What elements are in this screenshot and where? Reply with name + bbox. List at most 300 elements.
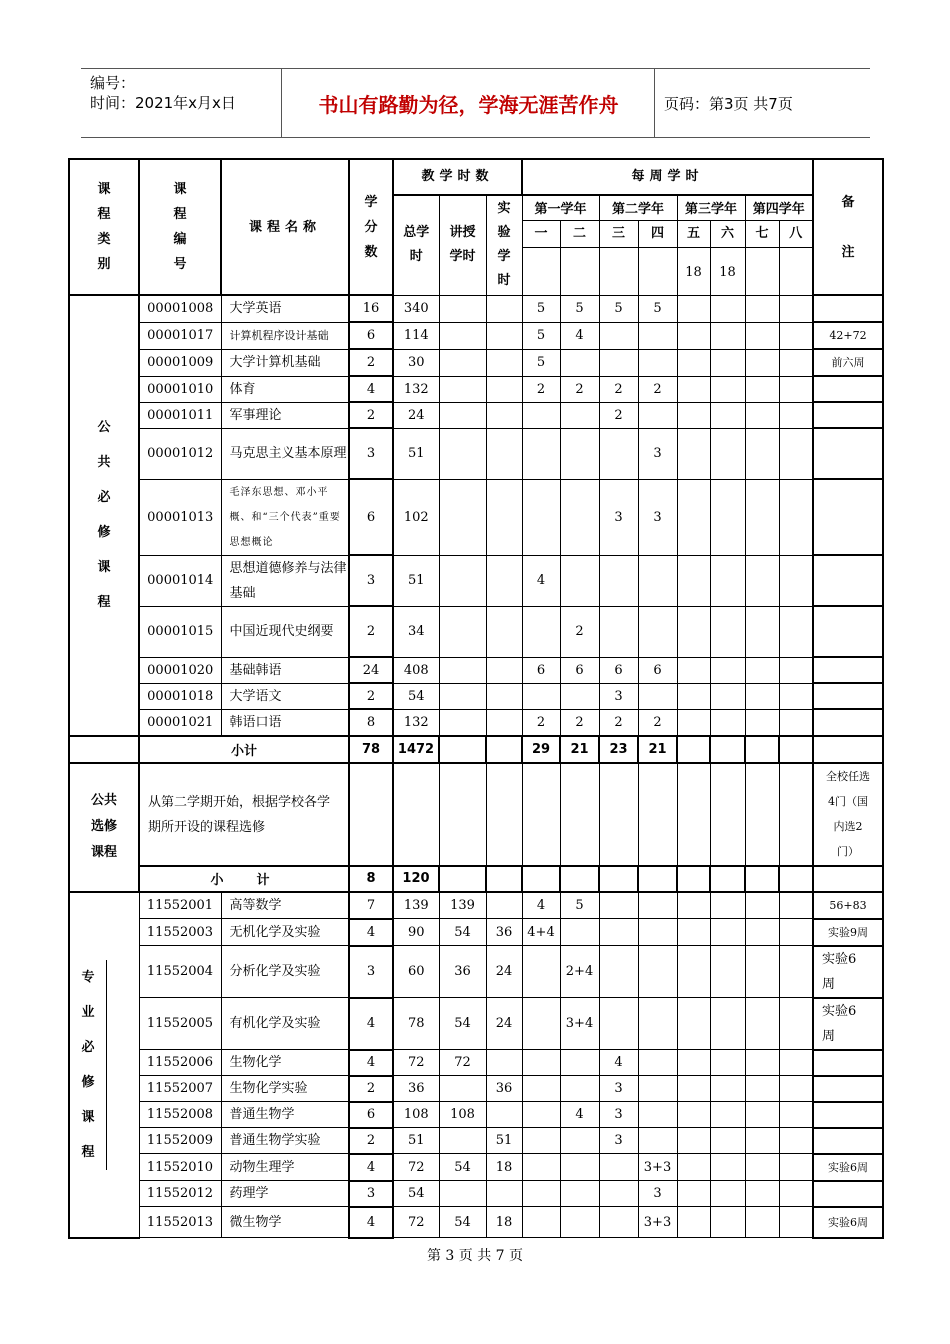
course-code: 00001015 [139, 606, 221, 657]
course-name: 普通生物学实验 [221, 1128, 349, 1154]
cell-s1 [522, 428, 560, 479]
course-code: 11552008 [139, 1102, 221, 1128]
cell-s3: 2 [599, 376, 638, 402]
header-total-hours: 总学 时 [393, 195, 439, 295]
cell-lec: 36 [439, 946, 486, 998]
cell-lab [486, 892, 522, 919]
cell-empty [779, 892, 813, 919]
cell-s2 [560, 683, 599, 709]
cell-empty [710, 1128, 745, 1154]
cell-empty [779, 998, 813, 1050]
header-lecture-hours: 讲授 学时 [439, 195, 486, 295]
cell-lab [486, 428, 522, 479]
cell-empty [779, 1207, 813, 1238]
cell-lab [486, 402, 522, 428]
cell-s4 [638, 892, 677, 919]
cell-total: 34 [393, 606, 439, 657]
weeks-semester-5: 18 [677, 247, 710, 295]
cell-remark: 实验6周 [813, 946, 883, 998]
course-code: 11552006 [139, 1050, 221, 1076]
header-lab-hours: 实 验 学 时 [486, 195, 522, 295]
cell-empty [710, 946, 745, 998]
cell-empty [522, 763, 560, 866]
cell-s3: 2 [599, 402, 638, 428]
cell-remark [813, 683, 883, 709]
cell-empty [677, 709, 710, 736]
cell-empty [779, 946, 813, 998]
cell-empty [710, 866, 745, 892]
header-semester-1: 一 [522, 220, 560, 247]
cell-empty [779, 428, 813, 479]
cell-empty [779, 657, 813, 683]
cell-s3 [599, 555, 638, 606]
cell-empty [677, 683, 710, 709]
cell-empty [779, 402, 813, 428]
cell-remark: 前六周 [813, 349, 883, 376]
cell-s1: 5 [522, 322, 560, 349]
cell-empty [779, 1181, 813, 1207]
header-teaching-hours: 教学时数 [393, 159, 522, 195]
course-code: 00001021 [139, 709, 221, 736]
cell-s1 [522, 402, 560, 428]
cell-empty [745, 376, 779, 402]
table-row [69, 683, 883, 709]
cell-lab [486, 1181, 522, 1207]
course-name: 中国近现代史纲要 [221, 606, 349, 657]
cell-total: 51 [393, 428, 439, 479]
cell-empty [677, 555, 710, 606]
course-name: 生物化学实验 [221, 1076, 349, 1102]
cell-remark [813, 657, 883, 683]
cell-s2 [560, 1207, 599, 1238]
header-category: 课 程 类 别 [69, 159, 139, 295]
cell-s3 [599, 349, 638, 376]
cell-empty [813, 736, 883, 763]
cell-remark [813, 376, 883, 402]
cell-empty [745, 998, 779, 1050]
cell-credits: 2 [349, 683, 393, 709]
cell-empty [710, 402, 745, 428]
course-name: 计算机程序设计基础 [221, 322, 349, 349]
cell-remark: 实验6周 [813, 998, 883, 1050]
subtotal-total: 120 [393, 866, 439, 892]
cell-lec: 139 [439, 892, 486, 919]
cell-lec [439, 657, 486, 683]
cell-empty [745, 295, 779, 322]
cell-remark [813, 1102, 883, 1128]
cell-credits: 6 [349, 479, 393, 555]
table-row [69, 479, 883, 555]
header-semester-3: 三 [599, 220, 638, 247]
header-semester-8: 八 [779, 220, 813, 247]
cell-s3: 3 [599, 1076, 638, 1102]
cell-s2: 6 [560, 657, 599, 683]
table-row [69, 349, 883, 376]
cell-empty [710, 555, 745, 606]
table-row [69, 946, 883, 998]
table-row [69, 428, 883, 479]
cell-s4 [638, 349, 677, 376]
cell-s3: 4 [599, 1050, 638, 1076]
curriculum-table [68, 158, 884, 1239]
cell-remark [813, 709, 883, 736]
course-name: 基础韩语 [221, 657, 349, 683]
cell-empty [677, 479, 710, 555]
cell-empty [677, 1154, 710, 1181]
table-row [69, 1207, 883, 1238]
subtotal-credits: 8 [349, 866, 393, 892]
cell-s3: 2 [599, 709, 638, 736]
cell-lec [439, 402, 486, 428]
course-code: 11552003 [139, 919, 221, 946]
cell-empty [745, 683, 779, 709]
cell-s2: 5 [560, 295, 599, 322]
cell-empty [439, 763, 486, 866]
cell-s1: 4+4 [522, 919, 560, 946]
table-row [69, 295, 883, 322]
cell-s2: 3+4 [560, 998, 599, 1050]
cell-s1 [522, 998, 560, 1050]
cell-empty [710, 919, 745, 946]
cell-empty [779, 683, 813, 709]
table-row [69, 322, 883, 349]
cell-s2: 2 [560, 709, 599, 736]
cell-total: 72 [393, 1207, 439, 1238]
cell-s3 [599, 998, 638, 1050]
document-header [81, 68, 870, 138]
cell-empty [677, 428, 710, 479]
course-code: 11552001 [139, 892, 221, 919]
cell-empty [779, 376, 813, 402]
cell-s2 [560, 402, 599, 428]
cell-lab [486, 709, 522, 736]
cell-credits: 3 [349, 1181, 393, 1207]
cell-empty [813, 866, 883, 892]
cell-remark [813, 295, 883, 322]
cell-total: 54 [393, 683, 439, 709]
cell-empty [710, 1154, 745, 1181]
section-label-major-required: 专 业 必 修 课 程 [69, 892, 139, 1238]
cell-lec: 72 [439, 1050, 486, 1076]
table-row [69, 606, 883, 657]
cell-total: 54 [393, 1181, 439, 1207]
cell-credits: 3 [349, 946, 393, 998]
cell-s3 [599, 322, 638, 349]
cell-s4: 3+3 [638, 1154, 677, 1181]
cell-empty [745, 709, 779, 736]
course-code: 11552009 [139, 1128, 221, 1154]
cell-lec [439, 709, 486, 736]
course-code: 11552013 [139, 1207, 221, 1238]
cell-s1 [522, 1050, 560, 1076]
course-code: 11552007 [139, 1076, 221, 1102]
cell-s3: 6 [599, 657, 638, 683]
cell-s3: 3 [599, 479, 638, 555]
cell-empty [779, 322, 813, 349]
course-name: 普通生物学 [221, 1102, 349, 1128]
cell-s1: 4 [522, 892, 560, 919]
course-name: 无机化学及实验 [221, 919, 349, 946]
cell-empty [745, 1128, 779, 1154]
cell-s3 [599, 1181, 638, 1207]
cell-remark [813, 402, 883, 428]
cell-empty [745, 322, 779, 349]
cell-empty [710, 657, 745, 683]
cell-s2: 4 [560, 1102, 599, 1128]
cell-lab [486, 295, 522, 322]
cell-s4 [638, 1128, 677, 1154]
cell-empty [779, 1102, 813, 1128]
cell-remark: 42+72 [813, 322, 883, 349]
cell-s4: 3 [638, 428, 677, 479]
section-label-public-required: 公 共 必 修 课 程 [69, 295, 139, 736]
cell-lab: 18 [486, 1154, 522, 1181]
course-name: 动物生理学 [221, 1154, 349, 1181]
cell-lab [486, 349, 522, 376]
cell-s4 [638, 606, 677, 657]
course-name: 药理学 [221, 1181, 349, 1207]
cell-s3 [599, 946, 638, 998]
cell-empty [779, 479, 813, 555]
cell-lab [486, 376, 522, 402]
cell-empty [779, 1154, 813, 1181]
cell-total: 114 [393, 322, 439, 349]
cell-empty [745, 919, 779, 946]
cell-total: 51 [393, 555, 439, 606]
course-name: 生物化学 [221, 1050, 349, 1076]
cell-s3 [599, 1207, 638, 1238]
cell-remark [813, 555, 883, 606]
cell-lec: 108 [439, 1102, 486, 1128]
weeks-semester-6: 18 [710, 247, 745, 295]
cell-lab [486, 1050, 522, 1076]
cell-empty [677, 1102, 710, 1128]
header-year-2: 第二学年 [599, 195, 677, 220]
cell-empty [677, 866, 710, 892]
elective-row [69, 763, 883, 866]
cell-remark [813, 428, 883, 479]
cell-s2: 2 [560, 376, 599, 402]
cell-empty [745, 763, 779, 866]
cell-s4: 3 [638, 479, 677, 555]
course-name: 高等数学 [221, 892, 349, 919]
cell-empty [677, 1076, 710, 1102]
cell-remark: 56+83 [813, 892, 883, 919]
cell-empty [486, 736, 522, 763]
cell-lec [439, 322, 486, 349]
header-code: 课 程 编 号 [139, 159, 221, 295]
cell-empty [779, 555, 813, 606]
cell-s4 [638, 322, 677, 349]
course-code: 00001008 [139, 295, 221, 322]
cell-total: 132 [393, 709, 439, 736]
subtotal-row [69, 866, 883, 892]
section-label-public-elective: 公共 选修 课程 [69, 763, 139, 892]
cell-s2 [560, 1154, 599, 1181]
cell-s2 [560, 1050, 599, 1076]
header-page-info: 页码：第3页 共7页 [664, 94, 793, 113]
cell-total: 340 [393, 295, 439, 322]
cell-empty [677, 322, 710, 349]
cell-credits: 3 [349, 555, 393, 606]
cell-empty [560, 763, 599, 866]
cell-empty [745, 1154, 779, 1181]
cell-credits: 2 [349, 349, 393, 376]
cell-s1: 6 [522, 657, 560, 683]
cell-empty [710, 763, 745, 866]
cell-empty [677, 1207, 710, 1238]
cell-s1 [522, 683, 560, 709]
cell-empty [745, 1207, 779, 1238]
cell-empty [710, 428, 745, 479]
cell-s4 [638, 1050, 677, 1076]
cell-empty [710, 349, 745, 376]
cell-empty [710, 736, 745, 763]
cell-lab: 51 [486, 1128, 522, 1154]
table-row [69, 998, 883, 1050]
cell-empty [522, 866, 560, 892]
cell-s3 [599, 428, 638, 479]
cell-s2 [560, 428, 599, 479]
cell-empty [779, 1128, 813, 1154]
table-row [69, 555, 883, 606]
cell-s2 [560, 349, 599, 376]
cell-empty [677, 763, 710, 866]
cell-empty [710, 606, 745, 657]
course-name: 毛泽东思想、邓小平概、和“三个代表”重要思想概论 [221, 479, 349, 555]
course-name: 韩语口语 [221, 709, 349, 736]
cell-s3 [599, 919, 638, 946]
cell-total: 72 [393, 1154, 439, 1181]
cell-empty [599, 763, 638, 866]
course-code: 11552010 [139, 1154, 221, 1181]
cell-total: 78 [393, 998, 439, 1050]
cell-s1: 2 [522, 376, 560, 402]
table-row [69, 892, 883, 919]
subtotal-s1: 29 [522, 736, 560, 763]
cell-lec [439, 1076, 486, 1102]
cell-remark [813, 479, 883, 555]
course-name: 有机化学及实验 [221, 998, 349, 1050]
cell-lec [439, 479, 486, 555]
cell-empty [745, 892, 779, 919]
cell-empty [779, 736, 813, 763]
subtotal-total: 1472 [393, 736, 439, 763]
table-row [69, 1154, 883, 1181]
cell-empty [677, 657, 710, 683]
course-name: 马克思主义基本原理 [221, 428, 349, 479]
course-code: 00001017 [139, 322, 221, 349]
table-row [69, 376, 883, 402]
cell-credits: 4 [349, 376, 393, 402]
cell-empty [779, 295, 813, 322]
cell-empty [779, 1050, 813, 1076]
cell-total: 90 [393, 919, 439, 946]
cell-credits: 4 [349, 1050, 393, 1076]
cell-credits: 6 [349, 322, 393, 349]
cell-s4 [638, 919, 677, 946]
cell-empty [745, 606, 779, 657]
cell-lec [439, 295, 486, 322]
cell-empty [677, 402, 710, 428]
cell-empty [677, 349, 710, 376]
cell-lab [486, 322, 522, 349]
header-course-name: 课程名称 [221, 159, 349, 295]
cell-s2 [560, 1128, 599, 1154]
cell-s1 [522, 946, 560, 998]
cell-credits: 4 [349, 998, 393, 1050]
cell-total: 51 [393, 1128, 439, 1154]
cell-s3 [599, 606, 638, 657]
course-code: 00001012 [139, 428, 221, 479]
cell-credits: 2 [349, 1076, 393, 1102]
cell-lec: 54 [439, 1207, 486, 1238]
cell-remark: 实验6周 [813, 1207, 883, 1238]
course-name: 体育 [221, 376, 349, 402]
cell-s2: 2+4 [560, 946, 599, 998]
header-motto: 书山有路勤为径，学海无涯苦作舟 [283, 69, 655, 137]
cell-empty [779, 763, 813, 866]
header-meta [81, 69, 282, 137]
course-code: 11552005 [139, 998, 221, 1050]
time-label: 时间：2021年x月x日 [90, 94, 236, 112]
cell-empty [599, 866, 638, 892]
course-name: 思想道德修养与法律基础 [221, 555, 349, 606]
cell-lab: 36 [486, 1076, 522, 1102]
page-footer: 第 3 页 共 7 页 [426, 1248, 524, 1264]
cell-s2 [560, 479, 599, 555]
table-row [69, 709, 883, 736]
header-year-4: 第四学年 [745, 195, 813, 220]
cell-s1: 5 [522, 349, 560, 376]
course-name: 大学英语 [221, 295, 349, 322]
cell-s3: 3 [599, 683, 638, 709]
course-code: 00001014 [139, 555, 221, 606]
cell-lec [439, 683, 486, 709]
cell-empty [745, 479, 779, 555]
cell-s3 [599, 1154, 638, 1181]
cell-s4 [638, 946, 677, 998]
cell-s4 [638, 998, 677, 1050]
table-row [69, 1128, 883, 1154]
cell-credits: 3 [349, 428, 393, 479]
course-name: 大学语文 [221, 683, 349, 709]
cell-empty [745, 1076, 779, 1102]
cell-lab: 24 [486, 946, 522, 998]
cell-empty [393, 763, 439, 866]
cell-remark [813, 1128, 883, 1154]
course-name: 大学计算机基础 [221, 349, 349, 376]
cell-empty [745, 866, 779, 892]
elective-description: 从第二学期开始，根据学校各学期所开设的课程选修 [139, 763, 349, 866]
cell-s2 [560, 919, 599, 946]
cell-s2: 2 [560, 606, 599, 657]
cell-empty [710, 1076, 745, 1102]
course-code: 00001010 [139, 376, 221, 402]
cell-remark [813, 606, 883, 657]
cell-lec: 54 [439, 998, 486, 1050]
cell-empty [486, 763, 522, 866]
table-row [69, 1076, 883, 1102]
cell-empty [710, 683, 745, 709]
cell-lec: 54 [439, 919, 486, 946]
cell-empty [439, 736, 486, 763]
cell-s1 [522, 1181, 560, 1207]
cell-empty [677, 946, 710, 998]
cell-s4: 5 [638, 295, 677, 322]
cell-total: 30 [393, 349, 439, 376]
cell-empty [677, 736, 710, 763]
